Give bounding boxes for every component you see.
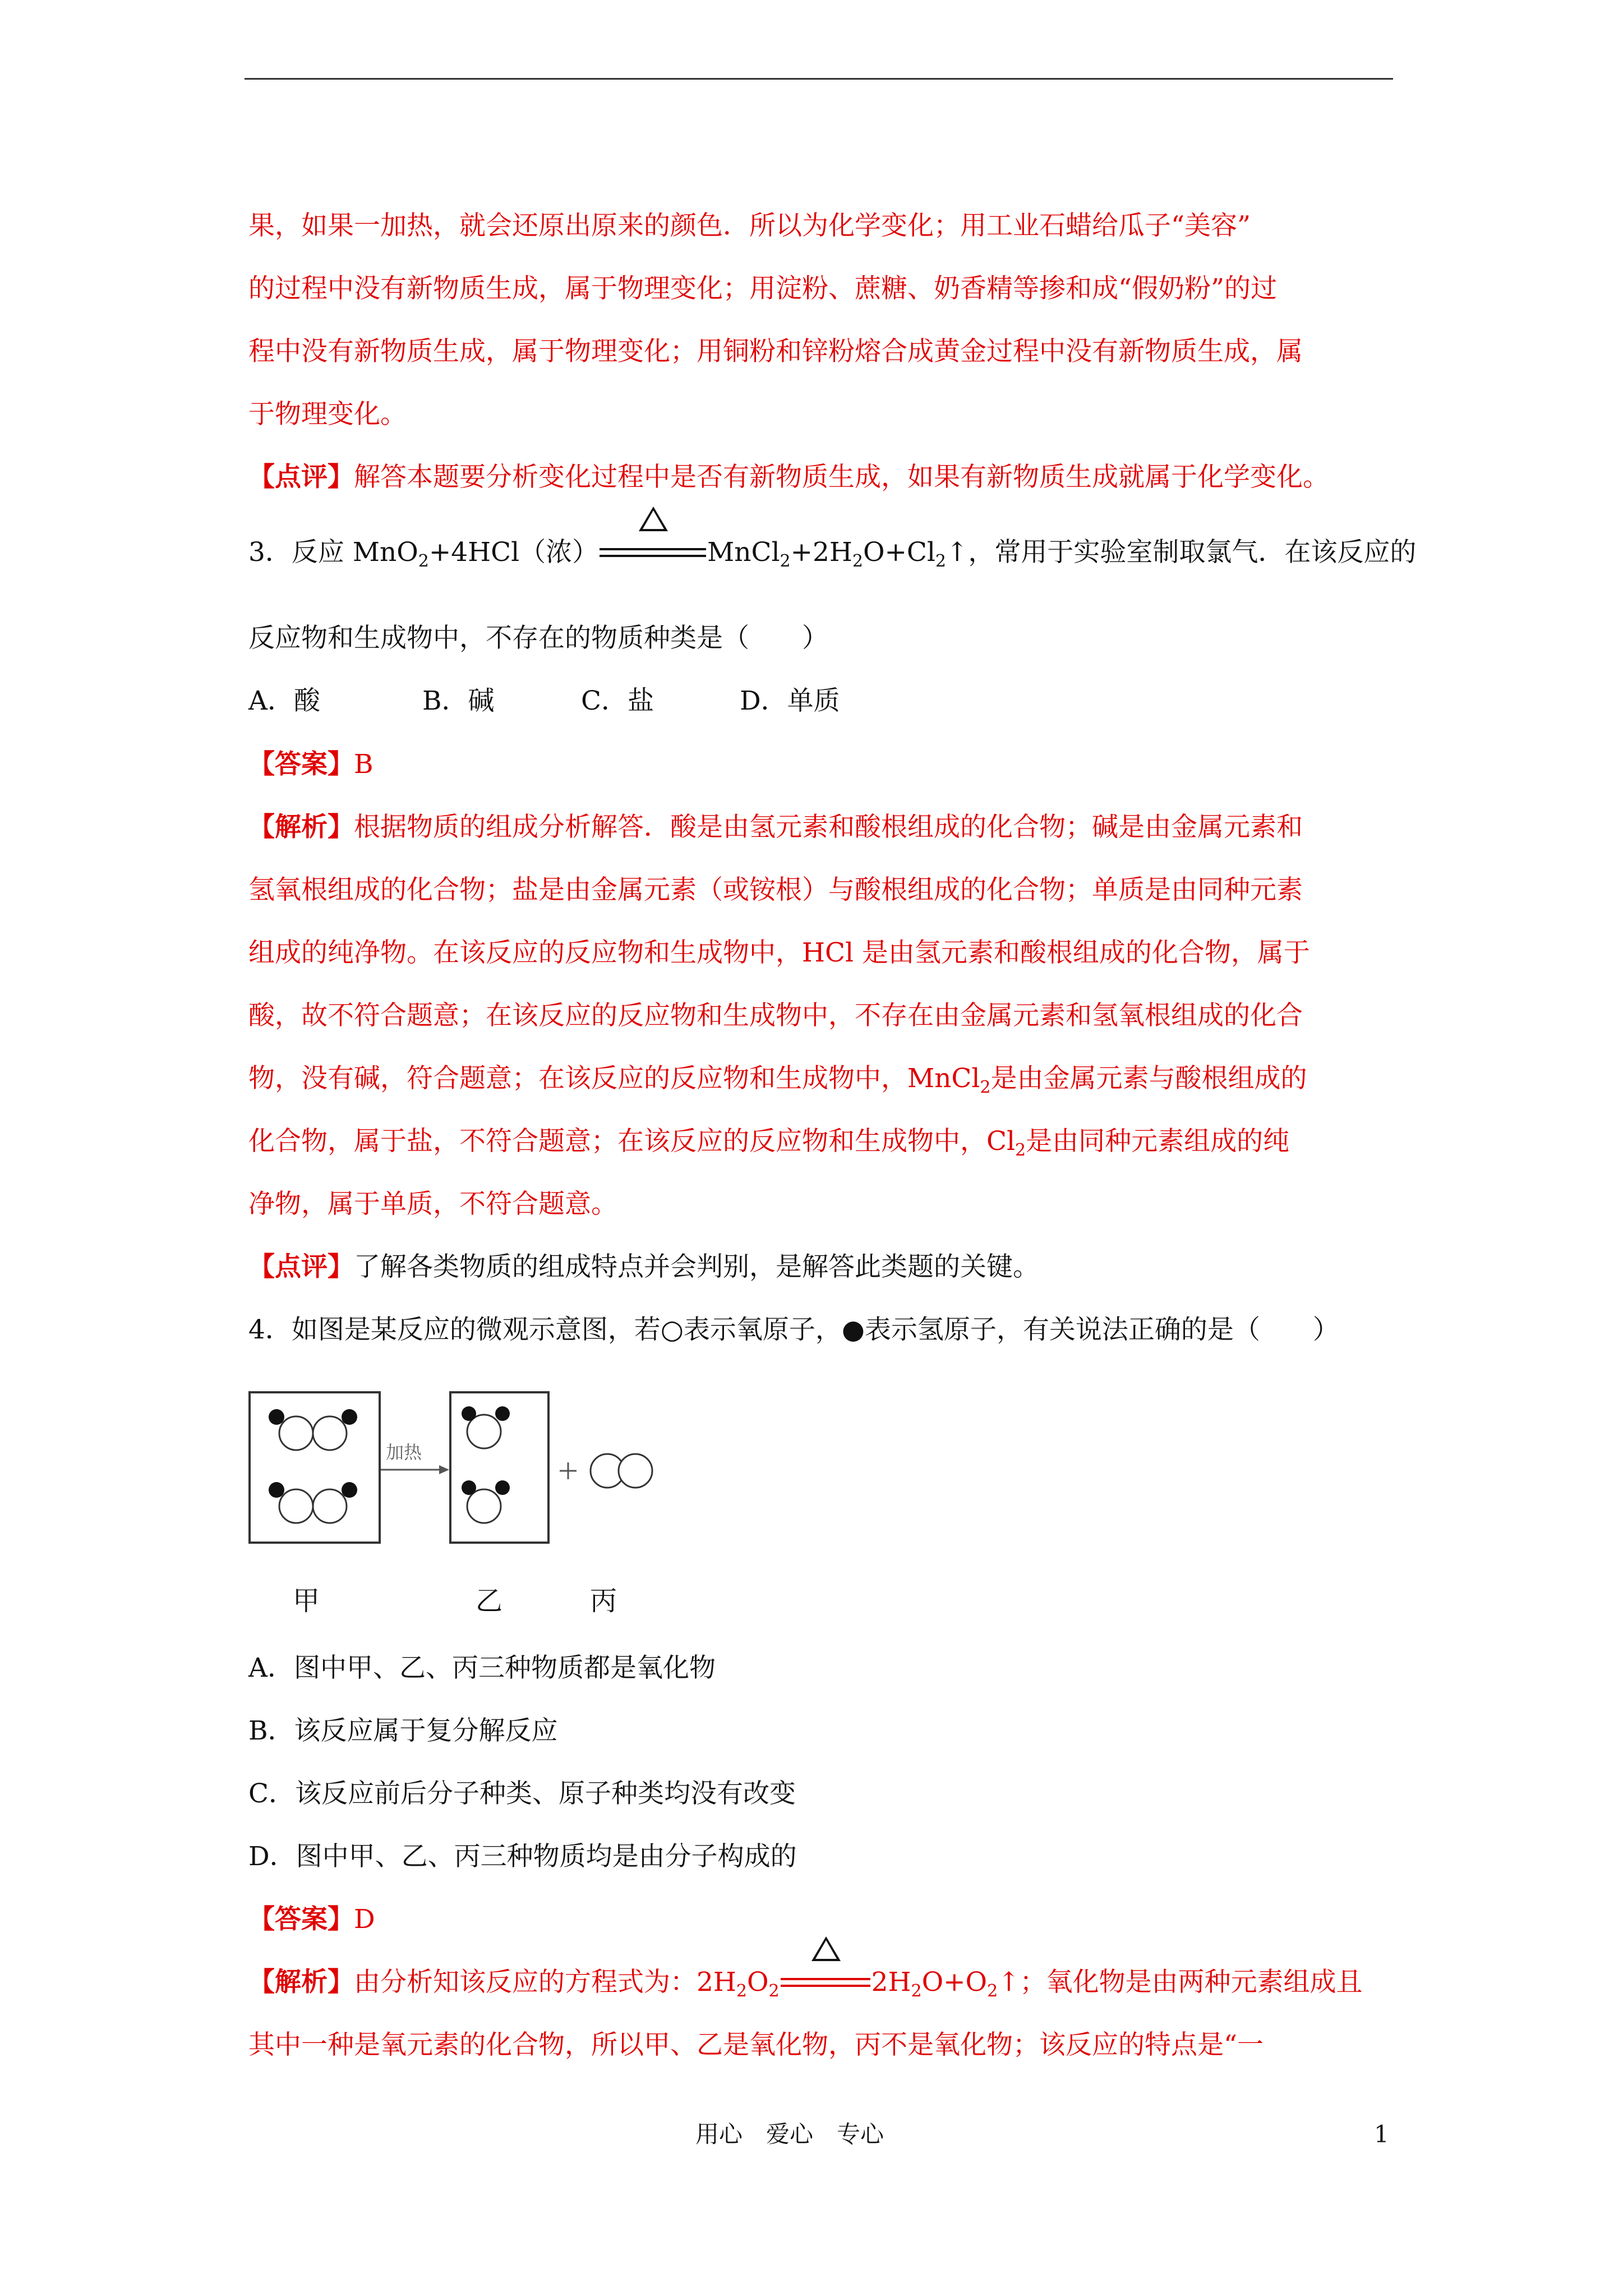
- option-d: D．单质: [740, 685, 840, 716]
- answer-line: 【答案】D: [248, 1904, 375, 1935]
- answer-line: 【答案】B: [248, 749, 374, 780]
- question-3-options: [248, 684, 840, 718]
- analysis-line: 【解析】根据物质的组成分析解答．酸是由氢元素和酸根组成的化合物；碱是由金属元素和: [248, 812, 1303, 843]
- review-tag: 【点评】: [248, 462, 354, 493]
- reaction-diagram: [248, 1391, 675, 1610]
- question-3-stem: 3．反应 MnO$_2$+4HCl（浓） $MnCl_2+2H_2O+Cl_2↑$，常用于实验室制取氯气．在该反应的: [248, 536, 1416, 569]
- heating-equals-sign: [781, 1966, 870, 1999]
- option-d: D．图中甲、乙、丙三种物质均是由分子构成的: [248, 1841, 797, 1872]
- option-a: A．图中甲、乙、丙三种物质都是氧化物: [248, 1653, 716, 1683]
- oxygen-molecule: [591, 1454, 652, 1488]
- water-molecule: [462, 1480, 510, 1523]
- option-b: B．碱: [422, 685, 495, 716]
- analysis-line: 【解析】由分析知该反应的方程式为：$2H_2O_2$ $2H_2O+O_2↑$；氧化物是由两种元素组成且: [248, 1966, 1363, 1999]
- delta-icon: [811, 1936, 841, 1961]
- review-line: [248, 461, 1329, 494]
- header-rule: [245, 78, 1393, 80]
- analysis-line: 氢氧根组成的化合物；盐是由金属元素（或铵根）与酸根组成的化合物；单质是由同种元素: [248, 875, 1303, 905]
- heating-equals-sign: [600, 536, 706, 569]
- answer-value: D: [354, 1904, 375, 1935]
- analysis-line: 净物，属于单质，不符合题意。: [248, 1189, 617, 1220]
- plus-sign: [560, 1462, 577, 1479]
- h2o2-molecule: [269, 1409, 357, 1450]
- water-molecule: [462, 1406, 510, 1448]
- text-line: 果，如果一加热，就会还原出原来的颜色．所以为化学变化；用工业石蜡给瓜子“美容”: [248, 210, 1251, 241]
- question-3-line2: 反应物和生成物中，不存在的物质种类是（ ）: [248, 623, 828, 654]
- page-number: 1: [1374, 2120, 1389, 2148]
- text-line: 于物理变化。: [248, 399, 407, 430]
- footer-slogan: 用心 爱心 专心: [695, 2120, 884, 2148]
- label-jia: 甲: [293, 1585, 320, 1617]
- analysis-line: 物，没有碱，符合题意；在该反应的反应物和生成物中，MnCl$_2$是由金属元素与酸根组成的: [248, 1063, 1307, 1097]
- review-line: 【点评】了解各类物质的组成特点并会判别，是解答此类题的关键。: [248, 1251, 1039, 1282]
- delta-icon: [639, 507, 668, 531]
- analysis-line: 酸，故不符合题意；在该反应的反应物和生成物中，不存在由金属元素和氢氧根组成的化合: [248, 1000, 1303, 1031]
- analysis-line: 组成的纯净物。在该反应的反应物和生成物中，HCl 是由氢元素和酸根组成的化合物，属于: [248, 937, 1310, 968]
- label-bing: 丙: [590, 1585, 617, 1617]
- review-text: 解答本题要分析变化过程中是否有新物质生成，如果有新物质生成就属于化学变化。: [354, 462, 1329, 493]
- h2o2-molecule: [269, 1482, 357, 1523]
- option-a: A．酸: [248, 685, 320, 716]
- text-line: 的过程中没有新物质生成，属于物理变化；用淀粉、蔗糖、奶香精等掺和成“假奶粉”的过: [248, 273, 1278, 304]
- option-b: B．该反应属于复分解反应: [248, 1715, 558, 1746]
- reaction-arrow: [381, 1465, 449, 1474]
- option-c: C．该反应前后分子种类、原子种类均没有改变: [248, 1778, 796, 1809]
- analysis-line: 化合物，属于盐，不符合题意；在该反应的反应物和生成物中，$Cl_2$是由同种元素组成的纯: [248, 1126, 1290, 1160]
- label-yi: 乙: [476, 1585, 503, 1617]
- answer-value: B: [354, 749, 374, 780]
- arrow-label: 加热: [386, 1442, 422, 1463]
- question-4-stem: 4．如图是某反应的微观示意图，若○表示氧原子，●表示氢原子，有关说法正确的是（ ）: [248, 1314, 1339, 1345]
- option-c: C．盐: [581, 685, 654, 716]
- text-line: 程中没有新物质生成，属于物理变化；用铜粉和锌粉熔合成黄金过程中没有新物质生成，属: [248, 336, 1303, 367]
- analysis-line: 其中一种是氧元素的化合物，所以甲、乙是氧化物，丙不是氧化物；该反应的特点是“一: [248, 2030, 1264, 2060]
